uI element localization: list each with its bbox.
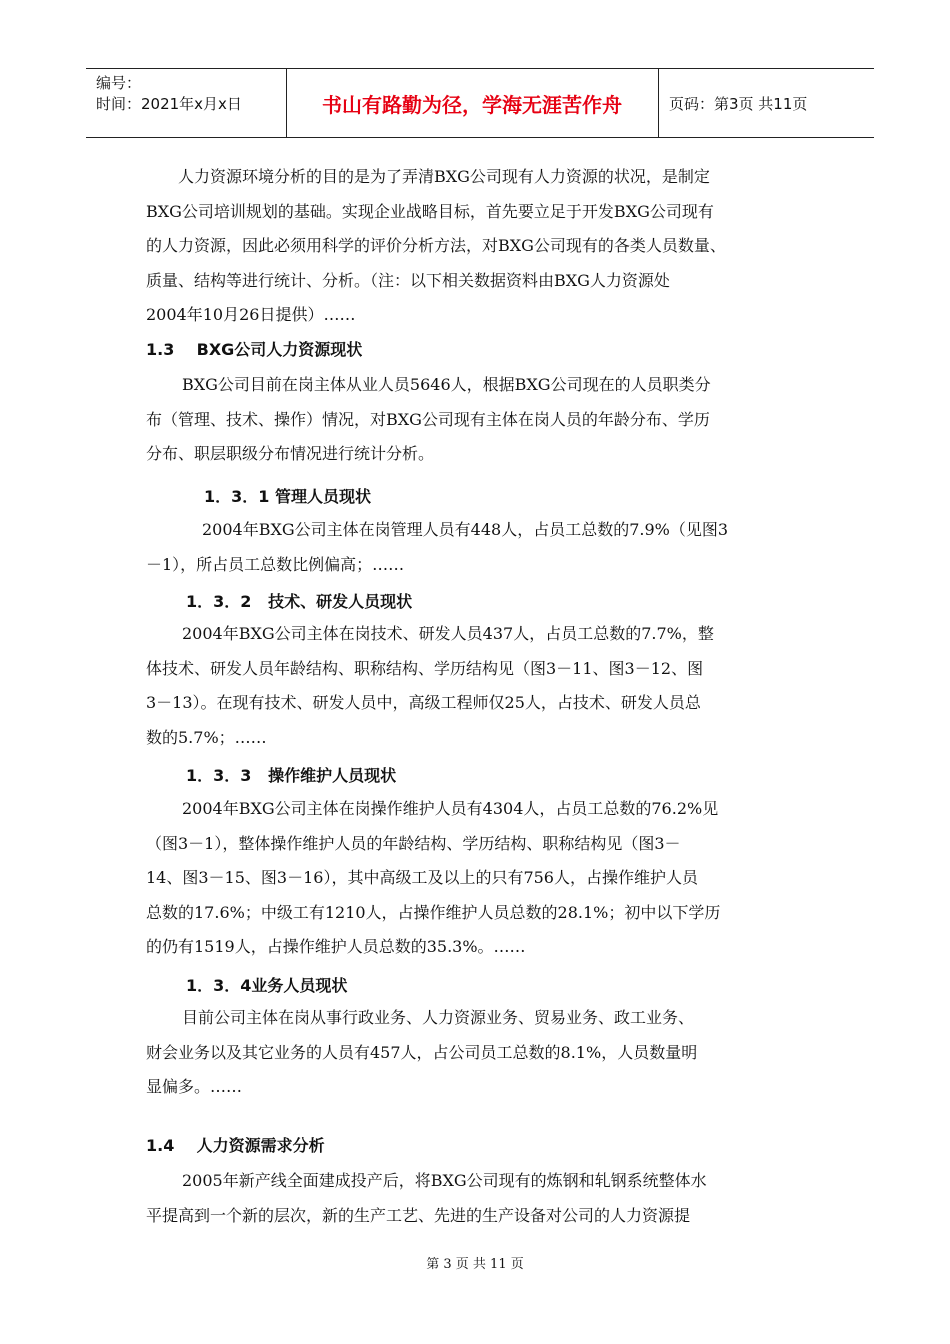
text-line: 3－13）。在现有技术、研发人员中，高级工程师仅25人，占技术、研发人员总 (146, 693, 701, 712)
heading-1-3-3: 1．3．3 操作维护人员现状 (186, 766, 397, 785)
text-line: 体技术、研发人员年龄结构、职称结构、学历结构见（图3－11、图3－12、图 (146, 658, 704, 678)
heading-1-4: 1.4 人力资源需求分析 (146, 1136, 325, 1155)
header-divider (658, 69, 659, 137)
text-line: 的仍有1519人，占操作维护人员总数的35.3%。…… (146, 937, 526, 956)
paragraph-operations (146, 792, 816, 965)
paragraph-business (146, 1001, 816, 1105)
text-line: 2004年10月26日提供）…… (146, 305, 356, 324)
page-header (86, 68, 874, 138)
text-line: 人力资源环境分析的目的是为了弄清BXG公司现有人力资源的状况，是制定 (178, 167, 710, 186)
paragraph-management (146, 513, 816, 582)
heading-1-3-4: 1．3．4业务人员现状 (186, 976, 348, 995)
page-footer: 第 3 页 共 11 页 (426, 1257, 524, 1272)
header-time-label: 时间：2021年x月x日 (96, 95, 242, 113)
text-line: 14、图3－15、图3－16），其中高级工及以上的只有756人，占操作维护人员 (146, 868, 698, 887)
text-line: 2005年新产线全面建成投产后，将BXG公司现有的炼钢和轧钢系统整体水 (182, 1171, 707, 1190)
text-line: 财会业务以及其它业务的人员有457人，占公司员工总数的8.1%，人员数量明 (146, 1042, 698, 1062)
header-number-label: 编号： (96, 74, 142, 92)
paragraph-technical (146, 617, 816, 755)
text-line: －1），所占员工总数比例偏高；…… (146, 554, 405, 574)
text-line: （图3－1），整体操作维护人员的年龄结构、学历结构、职称结构见（图3－ (146, 833, 681, 853)
text-line: 显偏多。…… (146, 1077, 243, 1096)
paragraph-demand (146, 1164, 816, 1233)
text-line: 数的5.7%；…… (146, 727, 267, 747)
text-line: 质量、结构等进行统计、分析。（注：以下相关数据资料由BXG人力资源处 (146, 270, 670, 290)
text-line: BXG公司培训规划的基础。实现企业战略目标，首先要立足于开发BXG公司现有 (146, 201, 714, 221)
text-line: 目前公司主体在岗从事行政业务、人力资源业务、贸易业务、政工业务、 (182, 1008, 695, 1027)
header-motto: 书山有路勤为径，学海无涯苦作舟 (322, 92, 622, 117)
text-line: 平提高到一个新的层次，新的生产工艺、先进的生产设备对公司的人力资源提 (146, 1205, 691, 1225)
heading-1-3-2: 1．3．2 技术、研发人员现状 (186, 592, 413, 611)
text-line: 的人力资源，因此必须用科学的评价分析方法，对BXG公司现有的各类人员数量、 (146, 236, 726, 255)
heading-1-3: 1.3 BXG公司人力资源现状 (146, 340, 363, 359)
text-line: 布（管理、技术、操作）情况，对BXG公司现有主体在岗人员的年龄分布、学历 (146, 409, 710, 429)
text-line: 2004年BXG公司主体在岗管理人员有448人，占员工总数的7.9%（见图3 (202, 520, 729, 539)
text-line: 2004年BXG公司主体在岗技术、研发人员437人，占员工总数的7.7%，整 (182, 624, 714, 643)
paragraph-current-status (146, 368, 816, 472)
text-line: 分布、职层职级分布情况进行统计分析。 (146, 444, 435, 463)
header-page-info: 页码：第3页 共11页 (669, 94, 808, 113)
header-meta (96, 73, 242, 115)
heading-1-3-1: 1．3．1 管理人员现状 (204, 487, 371, 506)
paragraph-intro (146, 160, 816, 333)
text-line: BXG公司目前在岗主体从业人员5646人，根据BXG公司现在的人员职类分 (182, 375, 711, 394)
text-line: 2004年BXG公司主体在岗操作维护人员有4304人，占员工总数的76.2%见 (182, 799, 719, 818)
text-line: 总数的17.6%；中级工有1210人，占操作维护人员总数的28.1%；初中以下学历 (146, 902, 721, 922)
